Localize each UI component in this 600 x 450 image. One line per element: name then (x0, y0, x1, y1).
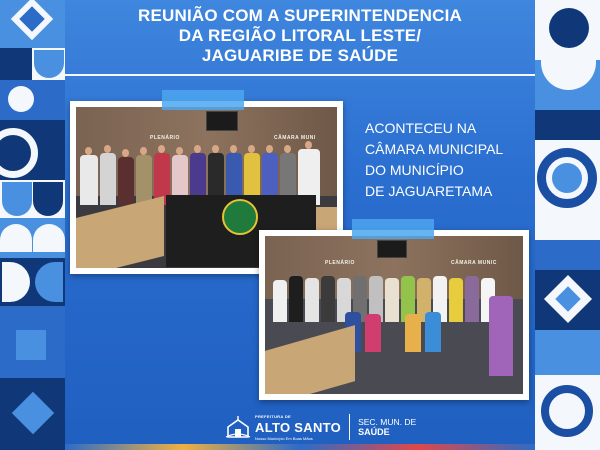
logo-name: ALTO SANTO (255, 419, 342, 435)
title-line-2: DA REGIÃO LITORAL LESTE/ (178, 26, 422, 45)
person-head (104, 145, 111, 153)
sign-camara: CÂMARA MUNI (274, 135, 316, 141)
decor-circle (552, 163, 582, 193)
decor-tile (535, 240, 600, 270)
tv-screen (377, 240, 407, 258)
person-head (158, 145, 165, 153)
decor-ring (541, 385, 593, 437)
person (136, 155, 152, 205)
decor-tile (16, 330, 46, 360)
footer (225, 412, 416, 442)
title-line-1: REUNIÃO COM A SUPERINTENDENCIA (138, 6, 462, 25)
decor-half-circle (2, 182, 32, 216)
logo-tagline: Nosso Município Em Boas Mãos (255, 435, 313, 441)
decor-half-circle (33, 182, 63, 216)
sign-plenario: PLENÁRIO (325, 260, 355, 266)
person (365, 314, 381, 352)
alto-santo-logo (225, 412, 341, 443)
bottom-color-strip (65, 444, 535, 450)
sec-line-2: SAÚDE (358, 427, 390, 437)
photo-tape (162, 90, 244, 110)
decor-circle (549, 8, 589, 48)
tv-screen (206, 111, 238, 131)
health-secretariat-label (358, 417, 416, 437)
decor-half-circle (0, 224, 32, 252)
caption-line-3: DO MUNICÍPIO (365, 162, 464, 178)
page-title (65, 6, 535, 66)
person (385, 278, 399, 322)
person (489, 296, 513, 376)
person-head (230, 145, 237, 153)
person (449, 278, 463, 322)
person (321, 276, 335, 322)
caption-line-2: CÂMARA MUNICIPAL (365, 141, 504, 157)
person (289, 276, 303, 322)
person-head (305, 141, 312, 149)
person-head (85, 147, 92, 155)
person-head (284, 145, 291, 153)
person (425, 312, 441, 352)
person (305, 278, 319, 322)
person-head (212, 145, 219, 153)
right-decorative-panel (535, 0, 600, 450)
person-head (194, 145, 201, 153)
event-caption (365, 118, 530, 202)
person (465, 276, 479, 322)
sign-plenario: PLENÁRIO (150, 135, 180, 141)
person-head (122, 149, 129, 157)
meeting-photo-2 (259, 230, 529, 400)
sign-camara: CÂMARA MUNIC (451, 260, 497, 266)
sec-line-1: SEC. MUN. DE (358, 417, 417, 427)
decor-tile (535, 330, 600, 375)
municipal-emblem-icon (222, 199, 258, 235)
person (273, 280, 287, 322)
title-divider (65, 74, 535, 76)
photo-tape (352, 219, 434, 239)
person-head (176, 147, 183, 155)
person-head (248, 145, 255, 153)
city-hall-icon (225, 415, 251, 439)
caption-line-4: DE JAGUARETAMA (365, 183, 493, 199)
meeting-photo-2-image (265, 236, 523, 394)
person-head (140, 147, 147, 155)
person (118, 157, 134, 205)
left-decorative-panel (0, 0, 65, 450)
person (405, 314, 421, 352)
main-panel (65, 0, 535, 450)
decor-tile (0, 48, 32, 80)
title-line-3: JAGUARIBE DE SAÚDE (201, 46, 399, 65)
logo-prefix: PREFEITURA DE (255, 413, 291, 419)
caption-line-1: ACONTECEU NA (365, 120, 477, 136)
footer-separator (349, 414, 350, 440)
person (80, 155, 98, 205)
person (100, 153, 116, 205)
decor-half-circle (33, 224, 65, 252)
decor-circle (8, 86, 34, 112)
decor-tile (535, 110, 600, 140)
person-head (266, 145, 273, 153)
